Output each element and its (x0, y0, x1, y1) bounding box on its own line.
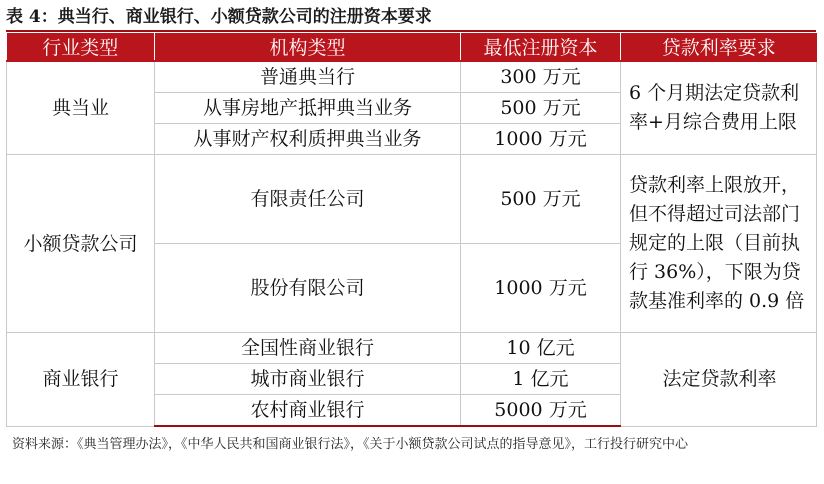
industry-cell: 小额贷款公司 (7, 155, 155, 333)
capital-cell: 1000 万元 (461, 244, 621, 333)
capital-cell: 1 亿元 (461, 364, 621, 395)
industry-cell: 商业银行 (7, 333, 155, 427)
header-institution: 机构类型 (155, 33, 461, 61)
rate-cell: 法定贷款利率 (621, 333, 817, 427)
header-industry: 行业类型 (7, 33, 155, 61)
table-row (7, 333, 817, 364)
industry-cell: 典当业 (7, 61, 155, 155)
header-row (7, 33, 817, 61)
rate-cell: 6 个月期法定贷款利率+月综合费用上限 (621, 61, 817, 155)
header-min-capital: 最低注册资本 (461, 33, 621, 61)
institution-cell: 从事房地产抵押典当业务 (155, 93, 461, 124)
institution-cell: 城市商业银行 (155, 364, 461, 395)
institution-cell: 全国性商业银行 (155, 333, 461, 364)
capital-cell: 1000 万元 (461, 124, 621, 155)
source-note: 资料来源：《典当管理办法》，《中华人民共和国商业银行法》，《关于小额贷款公司试点的指导意见》，工行投行研究中心 (12, 437, 689, 452)
institution-cell: 有限责任公司 (155, 155, 461, 244)
capital-requirements-table (6, 33, 817, 427)
institution-cell: 普通典当行 (155, 61, 461, 93)
institution-cell: 股份有限公司 (155, 244, 461, 333)
title-divider (6, 30, 816, 32)
institution-cell: 从事财产权利质押典当业务 (155, 124, 461, 155)
table-row (7, 61, 817, 93)
capital-cell: 5000 万元 (461, 395, 621, 427)
capital-cell: 300 万元 (461, 61, 621, 93)
rate-cell: 贷款利率上限放开，但不得超过司法部门规定的上限（目前执行 36%），下限为贷款基准利率的 0.9 倍 (621, 155, 817, 333)
table-row (7, 155, 817, 244)
capital-cell: 500 万元 (461, 93, 621, 124)
header-rate: 贷款利率要求 (621, 33, 817, 61)
table-title: 表 4：典当行、商业银行、小额贷款公司的注册资本要求 (6, 7, 432, 27)
institution-cell: 农村商业银行 (155, 395, 461, 427)
capital-cell: 500 万元 (461, 155, 621, 244)
capital-cell: 10 亿元 (461, 333, 621, 364)
